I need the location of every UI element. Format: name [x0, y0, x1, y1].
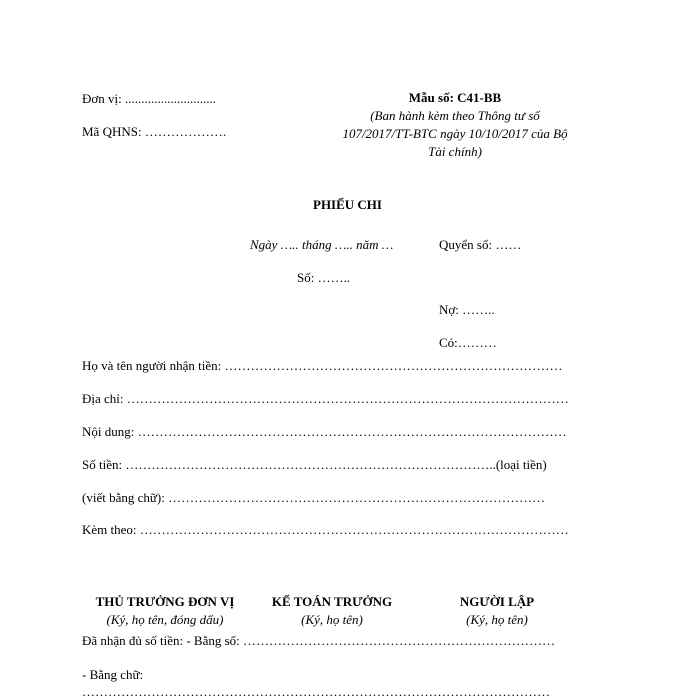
received-amount-field: Đã nhận đủ số tiền: - Bằng số: ………………………………………………………………: [82, 633, 556, 648]
chief-accountant-note: (Ký, họ tên): [301, 612, 363, 627]
address-field: Địa chỉ: …………………………………………………………………………………………: [82, 391, 569, 406]
date-line: Ngày ….. tháng ….. năm …: [250, 237, 394, 252]
unit-head-title: THỦ TRƯỞNG ĐƠN VỊ: [95, 594, 235, 609]
preparer-title: NGƯỜI LẬP: [459, 594, 535, 609]
recipient-name-field: Họ và tên người nhận tiền: ……………………………………………………………………: [82, 358, 563, 373]
unit-head-note: (Ký, họ tên, đóng dấu): [106, 612, 224, 627]
document-title: PHIẾU CHI: [313, 197, 382, 212]
debit-account: Nợ: ……..: [439, 302, 495, 317]
signature-chief-accountant: [266, 593, 398, 629]
form-code: Mẫu số: C41-BB: [408, 90, 502, 105]
voucher-number: Số: ……..: [297, 270, 351, 285]
issued-by-line-2: 107/2017/TT-BTC ngày 10/10/2017 của Bộ: [342, 126, 568, 141]
amount-field: Số tiền: …………………………………………………………………………..(loại tiền): [82, 457, 547, 472]
signature-preparer: [450, 593, 544, 629]
received-in-words-label: - Bằng chữ:: [82, 667, 144, 682]
amount-in-words-field: (viết bằng chữ): ……………………………………………………………………………: [82, 490, 546, 505]
book-number: Quyển số: ……: [439, 237, 522, 252]
don-vi-label: Đơn vị: ............................: [82, 91, 216, 106]
issued-by-line-1: (Ban hành kèm theo Thông tư số: [370, 108, 540, 123]
content-field: Nội dung: ………………………………………………………………………………………: [82, 424, 567, 439]
attachments-field: Kèm theo: ………………………………………………………………………………………: [82, 522, 569, 537]
form-code-block: [330, 89, 580, 161]
preparer-note: (Ký, họ tên): [466, 612, 528, 627]
credit-account: Có:………: [439, 335, 497, 350]
received-in-words-dots: ………………………………………………………………………………………………: [82, 684, 550, 699]
chief-accountant-title: KẾ TOÁN TRƯỞNG: [271, 594, 393, 609]
issued-by-line-3: Tài chính): [428, 144, 482, 159]
ma-qhns-label: Mã QHNS: ……………….: [82, 124, 227, 139]
signature-unit-head: [90, 593, 240, 629]
